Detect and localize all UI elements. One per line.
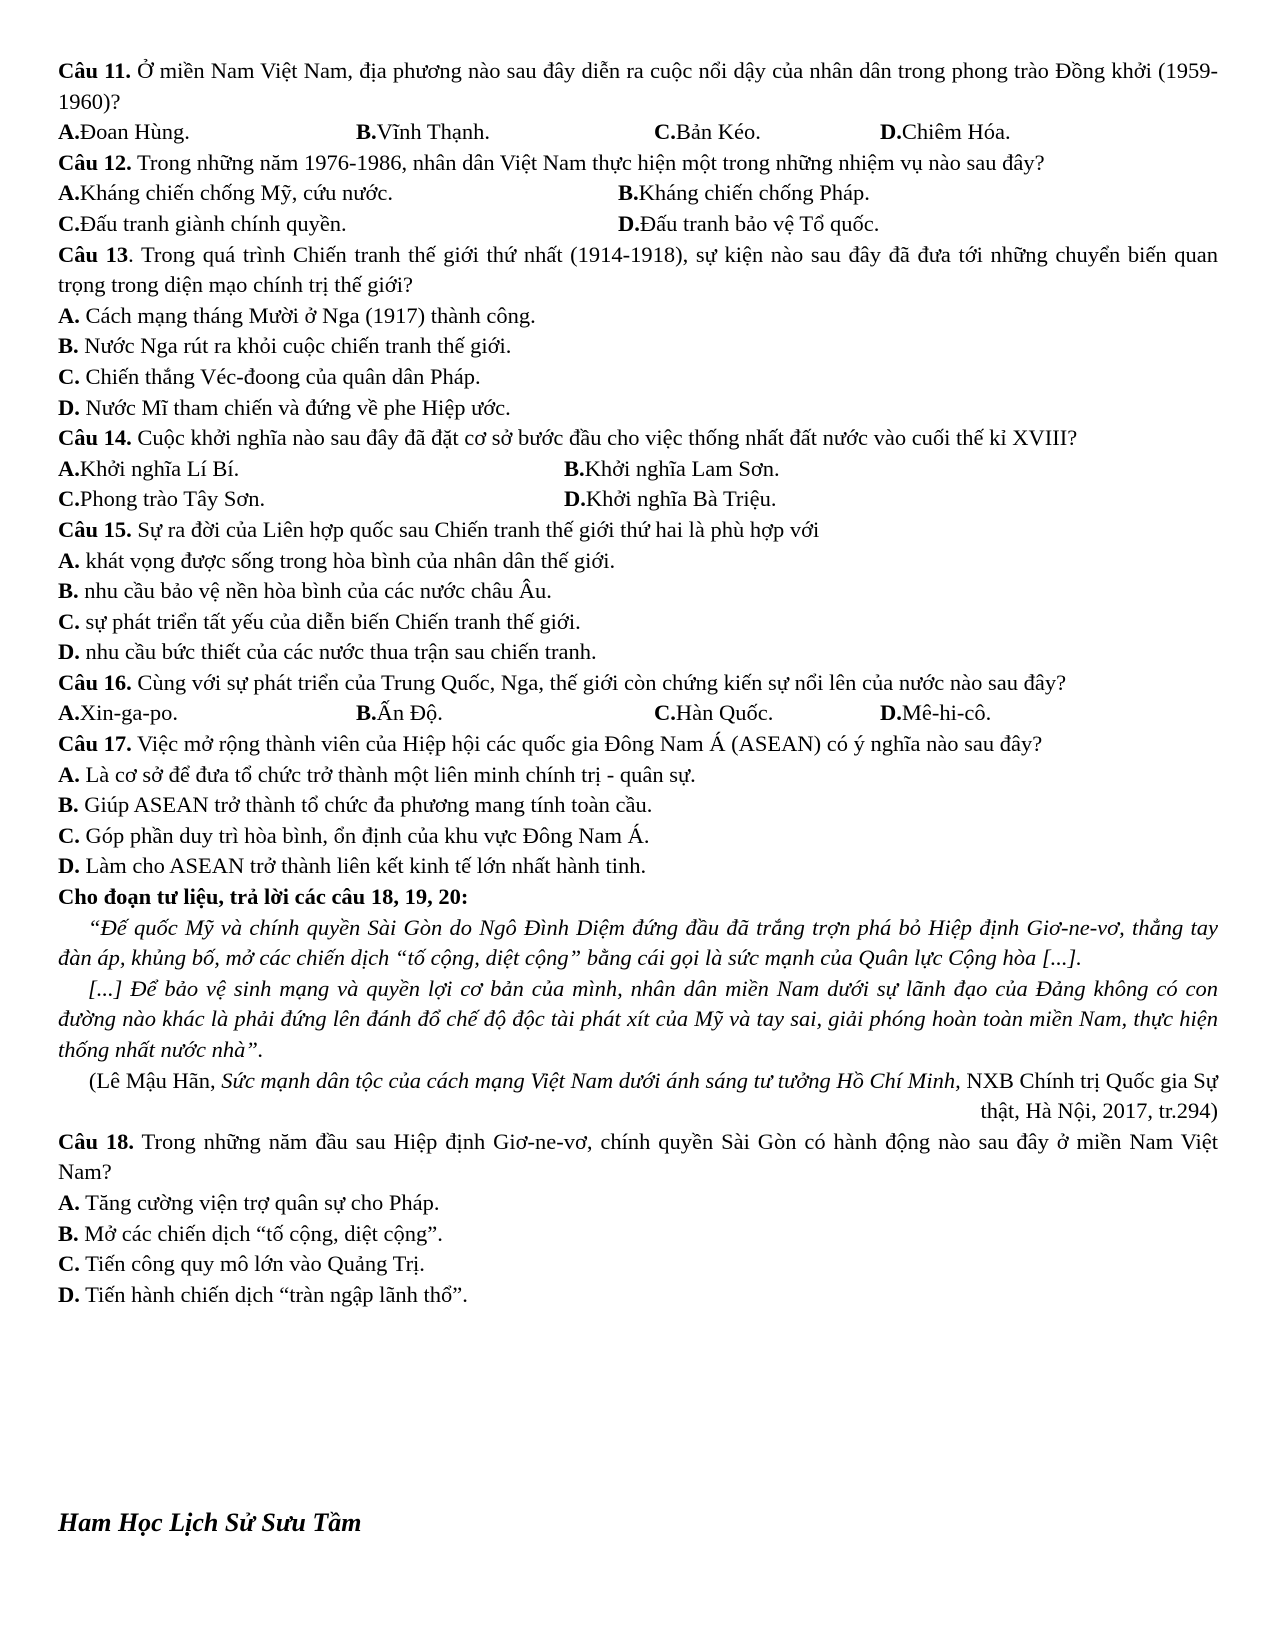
option-d: D.Khởi nghĩa Bà Triệu. (564, 486, 777, 512)
question-text: Trong những năm 1976-1986, nhân dân Việt Nam thực hiện một trong những nhiệm vụ nào sau đây? (131, 149, 1045, 175)
citation-author: (Lê Mậu Hãn, (88, 1067, 222, 1093)
option-d: D. Làm cho ASEAN trở thành liên kết kinh tế lớn nhất hành tinh. (58, 853, 647, 879)
question-11 (58, 56, 1218, 117)
option-c: C.Phong trào Tây Sơn. (58, 486, 266, 512)
option-c: C. Tiến công quy mô lớn vào Quảng Trị. (58, 1251, 425, 1277)
options-row (58, 698, 1218, 729)
citation-publisher: NXB Chính trị Quốc gia Sự thật, Hà Nội, 2017, tr.294) (960, 1067, 1218, 1124)
question-14 (58, 423, 1218, 454)
option-a: A.Khởi nghĩa Lí Bí. (58, 455, 240, 481)
question-label: Câu 16. (58, 669, 132, 695)
question-text: . Trong quá trình Chiến tranh thế giới thứ nhất (1914-1918), sự kiện nào sau đây đã đưa tới những chuyển biến quan trọng trong diện mạo chính trị thế giới? (58, 241, 1218, 298)
passage-heading: Cho đoạn tư liệu, trả lời các câu 18, 19, 20: (58, 884, 469, 910)
question-text: Trong những năm đầu sau Hiệp định Giơ-ne-vơ, chính quyền Sài Gòn có hành động nào sau đây ở miền Nam Việt Nam? (58, 1128, 1218, 1185)
options-row (58, 178, 1218, 209)
question-label: Câu 11. (58, 58, 132, 83)
option-a: A.Xin-ga-po. (58, 700, 178, 726)
option-b: B.Vĩnh Thạnh. (356, 119, 490, 145)
question-label: Câu 15. (58, 516, 132, 542)
options-row (58, 117, 1218, 148)
option-d: D. Tiến hành chiến dịch “tràn ngập lãnh thổ”. (58, 1281, 468, 1307)
question-label: Câu 18. (58, 1128, 135, 1154)
question-16 (58, 668, 1218, 699)
option-a: A. Tăng cường viện trợ quân sự cho Pháp. (58, 1189, 440, 1215)
question-text: Cùng với sự phát triển của Trung Quốc, Nga, thế giới còn chứng kiến sự nổi lên của nước nào sau đây? (131, 669, 1067, 695)
question-label: Câu 12. (58, 149, 132, 175)
question-label: Câu 14. (58, 425, 132, 451)
option-a: A. khát vọng được sống trong hòa bình của nhân dân thế giới. (58, 547, 616, 573)
options-row (58, 484, 1218, 515)
question-label: Câu 13 (58, 241, 129, 267)
option-d: D. Nước Mĩ tham chiến và đứng về phe Hiệp ước. (58, 394, 511, 420)
option-a: A.Kháng chiến chống Mỹ, cứu nước. (58, 180, 393, 206)
option-d: D.Chiêm Hóa. (880, 119, 1011, 145)
option-d: D.Mê-hi-cô. (880, 700, 992, 726)
exam-page (58, 56, 1218, 1310)
option-d: D.Đấu tranh bảo vệ Tổ quốc. (618, 210, 880, 236)
option-c: C.Đấu tranh giành chính quyền. (58, 210, 347, 236)
citation-title: Sức mạnh dân tộc của cách mạng Việt Nam dưới ánh sáng tư tưởng Hồ Chí Minh, (221, 1067, 961, 1093)
question-text: Ở miền Nam Việt Nam, địa phương nào sau đây diễn ra cuộc nổi dậy của nhân dân trong phong trào Đồng khởi (1959-1960)? (58, 58, 1218, 114)
option-c: C. Góp phần duy trì hòa bình, ổn định của khu vực Đông Nam Á. (58, 822, 650, 848)
option-b: B.Khởi nghĩa Lam Sơn. (564, 455, 780, 481)
question-text: Việc mở rộng thành viên của Hiệp hội các quốc gia Đông Nam Á (ASEAN) có ý nghĩa nào sau đây? (131, 731, 1043, 757)
option-b: B. Giúp ASEAN trở thành tổ chức đa phương mang tính toàn cầu. (58, 792, 653, 818)
options-row (58, 209, 1218, 240)
option-a: A. Là cơ sở để đưa tổ chức trở thành một liên minh chính trị - quân sự. (58, 761, 696, 787)
question-18 (58, 1127, 1218, 1188)
passage-paragraph-2: [...] Để bảo vệ sinh mạng và quyền lợi cơ bản của mình, nhân dân miền Nam dưới sự lãnh đạo của Đảng không có con đường nào khác là phải đứng lên đánh đổ chế độ độc tài phát xít của Mỹ và tay sai, giải phóng hoàn toàn miền Nam, thực hiện thống nhất nước nhà”. (58, 975, 1218, 1062)
passage-citation (58, 1066, 1218, 1127)
option-b: B.Kháng chiến chống Pháp. (618, 180, 870, 206)
option-b: B.Ấn Độ. (356, 700, 443, 726)
option-c: C. Chiến thắng Véc-đoong của quân dân Pháp. (58, 363, 481, 389)
passage-paragraph-1: “Đế quốc Mỹ và chính quyền Sài Gòn do Ngô Đình Diệm đứng đầu đã trắng trợn phá bỏ Hiệp định Giơ-ne-vơ, thẳng tay đàn áp, khủng bố, mở các chiến dịch “tố cộng, diệt cộng” bằng cái gọi là sức mạnh của Quân lực Cộng hòa [...]. (58, 914, 1218, 971)
question-text: Cuộc khởi nghĩa nào sau đây đã đặt cơ sở bước đầu cho việc thống nhất đất nước vào cuối thế kỉ XVIII? (131, 425, 1078, 451)
question-15 (58, 515, 1218, 546)
option-d: D. nhu cầu bức thiết của các nước thua trận sau chiến tranh. (58, 639, 597, 665)
option-c: C. sự phát triển tất yếu của diễn biến Chiến tranh thế giới. (58, 608, 581, 634)
options-row (58, 454, 1218, 485)
question-13 (58, 240, 1218, 301)
question-label: Câu 17. (58, 731, 132, 757)
option-b: B. Nước Nga rút ra khỏi cuộc chiến tranh thế giới. (58, 333, 512, 359)
option-c: C.Hàn Quốc. (654, 700, 774, 726)
question-12 (58, 148, 1218, 179)
question-17 (58, 729, 1218, 760)
option-b: B. Mở các chiến dịch “tố cộng, diệt cộng”. (58, 1220, 443, 1246)
question-text: Sự ra đời của Liên hợp quốc sau Chiến tranh thế giới thứ hai là phù hợp với (131, 516, 820, 542)
option-c: C.Bản Kéo. (654, 119, 761, 145)
footer-credit: Ham Học Lịch Sử Sưu Tầm (58, 1508, 362, 1537)
option-a: A.Đoan Hùng. (58, 119, 190, 145)
option-a: A. Cách mạng tháng Mười ở Nga (1917) thành công. (58, 302, 536, 328)
option-b: B. nhu cầu bảo vệ nền hòa bình của các nước châu Âu. (58, 578, 552, 604)
